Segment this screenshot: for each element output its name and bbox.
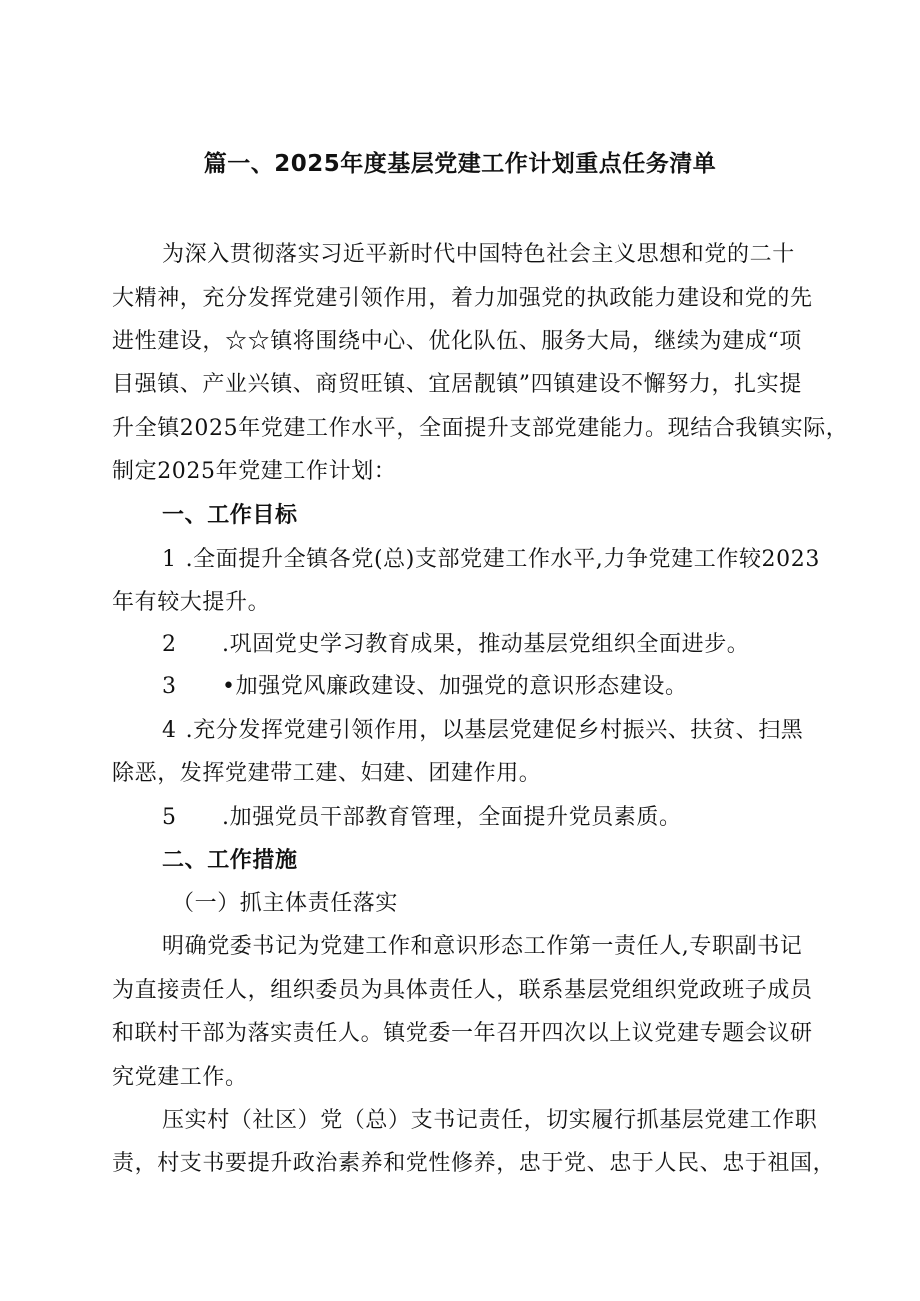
goal-text: .巩固党史学习教育成果，推动基层党组织全面进步。 <box>222 632 750 657</box>
goal-number: 4 <box>162 718 177 743</box>
intro-line-6: 制定2025年党建工作计划： <box>112 459 397 484</box>
para2-line-1: 压实村（社区）党（总）支书记责任，切实履行抓基层党建工作职 <box>162 1108 818 1133</box>
intro-line-1: 为深入贯彻落实习近平新时代中国特色社会主义思想和党的二十 <box>162 242 795 267</box>
goal-item-3 <box>162 672 688 702</box>
para2-line-2: 责，村支书要提升政治素养和党性修养，忠于党、忠于人民、忠于祖国， <box>112 1151 836 1176</box>
section-heading-measures: 二、工作措施 <box>162 848 298 873</box>
para1-line-2: 为直接责任人，组织委员为具体责任人，联系基层党组织党政班子成员 <box>112 978 813 1003</box>
intro-line-4: 目强镇、产业兴镇、商贸旺镇、宜居靓镇”四镇建设不懈努力，扎实提 <box>112 372 802 397</box>
goal-item-1 <box>162 545 820 575</box>
goal-text: .全面提升全镇各党(总)支部党建工作水平,力争党建工作较2023 <box>185 547 820 572</box>
intro-line-2: 大精神，充分发挥党建引领作用，着力加强党的执政能力建设和党的先 <box>112 286 813 311</box>
document-title: 篇一、2025年度基层党建工作计划重点任务清单 <box>203 151 717 177</box>
intro-line-5: 升全镇2025年党建工作水平，全面提升支部党建能力。现结合我镇实际， <box>112 416 849 441</box>
goal-number: 2 <box>162 632 177 657</box>
goal-number: 5 <box>162 805 177 830</box>
para1-line-3: 和联村干部为落实责任人。镇党委一年召开四次以上议党建专题会议研 <box>112 1021 813 1046</box>
para1-line-1: 明确党委书记为党建工作和意识形态工作第一责任人,专职副书记 <box>162 934 803 959</box>
goal-text: .充分发挥党建引领作用，以基层党建促乡村振兴、扶贫、扫黑 <box>185 718 804 743</box>
subsection-heading: （一）抓主体责任落实 <box>172 891 399 916</box>
goal-number: 3 <box>162 674 177 699</box>
para1-line-4: 究党建工作。 <box>112 1065 248 1090</box>
goal-text: .加强党员干部教育管理，全面提升党员素质。 <box>222 805 682 830</box>
goal-item-5 <box>162 803 682 833</box>
goal-item-1-cont: 年有较大提升。 <box>112 590 271 615</box>
intro-line-3: 进性建设，☆☆镇将围绕中心、优化队伍、服务大局，继续为建成“项 <box>112 329 802 354</box>
goal-text: •加强党风廉政建设、加强党的意识形态建设。 <box>222 674 688 699</box>
goal-item-4 <box>162 716 803 746</box>
goal-item-4-cont: 除恶，发挥党建带工建、妇建、团建作用。 <box>112 761 542 786</box>
section-heading-goals: 一、工作目标 <box>162 503 298 528</box>
goal-item-2 <box>162 630 749 660</box>
goal-number: 1 <box>162 547 177 572</box>
